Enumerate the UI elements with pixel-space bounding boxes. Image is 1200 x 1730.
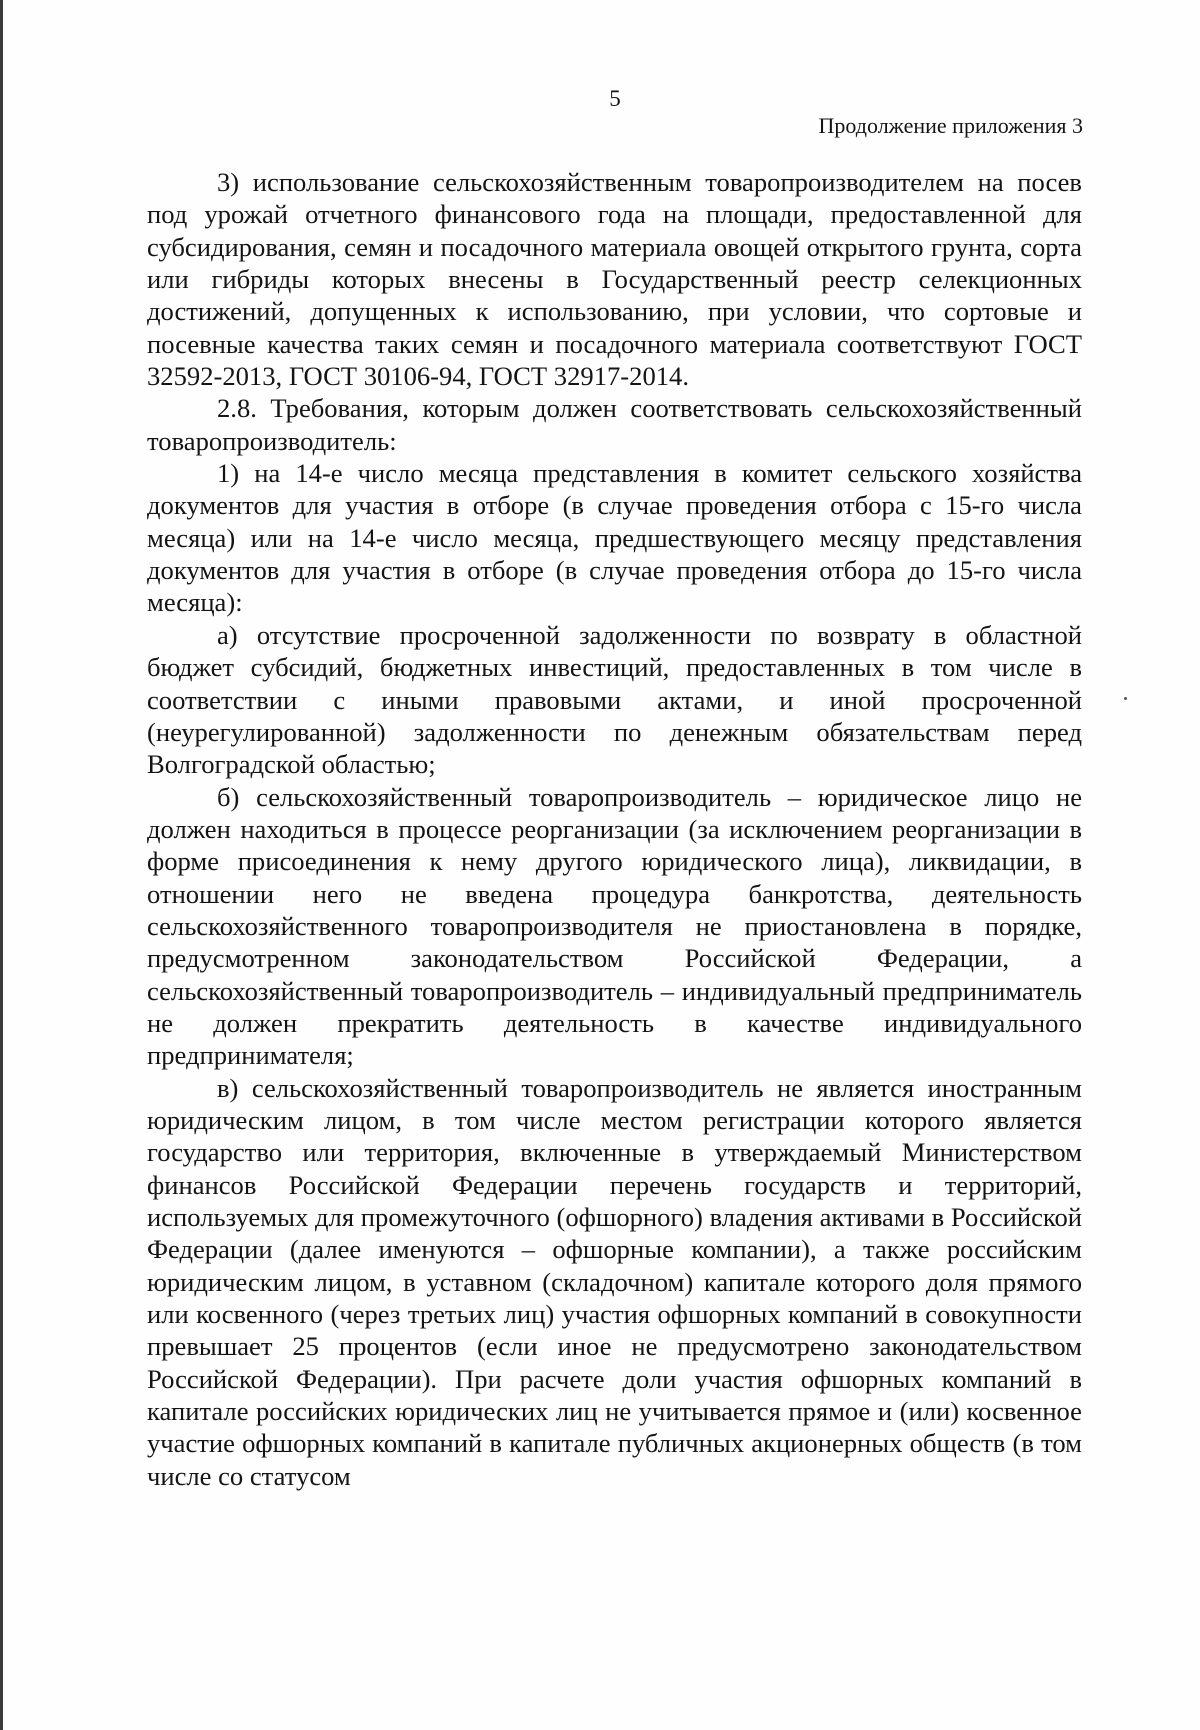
paragraph-subitem-b-reorganization: б) сельскохозяйственный товаропроизводитель – юридическое лицо не должен находиться в процессе реорганизации (за исключением реорганизации в форме присоединения к нему другого юридического лица), ликвидации, в отношении него не введена процедура банкротства, деятельность сельскохозяйственного товаропроизводителя не приостановлена в порядке, предусмотренном законодательством Российской Федерации, а сельскохозяйственный товаропроизводитель – индивидуальный предприниматель не должен прекратить деятельность в качестве индивидуального предпринимателя;	[147, 781, 1082, 1071]
paragraph-subitem-v-offshore: в) сельскохозяйственный товаропроизводитель не является иностранным юридическим лицом, в том числе местом регистрации которого является государство или территория, включенные в утверждаемый Министерством финансов Российской Федерации перечень государств и территорий, используемых для промежуточного (офшорного) владения активами в Российской Федерации (далее именуются – офшорные компании), а также российским юридическим лицом, в уставном (складочном) капитале которого доля прямого или косвенного (через третьих лиц) участия офшорных компаний в совокупности превышает 25 процентов (если иное не предусмотрено законодательством Российской Федерации). При расчете доли участия офшорных компаний в капитале российских юридических лиц не учитывается прямое и (или) косвенное участие офшорных компаний в капитале публичных акционерных обществ (в том числе со статусом	[147, 1072, 1082, 1491]
document-body	[147, 166, 1082, 1492]
paragraph-item-3-seeds: 3) использование сельскохозяйственным товаропроизводителем на посев под урожай отчетного финансового года на площади, предоставленной для субсидирования, семян и посадочного материала овощей открытого грунта, сорта или гибриды которых внесены в Государственный реестр селекционных достижений, допущенных к использованию, при условии, что сортовые и посевные качества таких семян и посадочного материала соответствуют ГОСТ 32592-2013, ГОСТ 30106-94, ГОСТ 32917-2014.	[147, 167, 1082, 392]
page-number: 5	[609, 86, 621, 111]
paragraph-item-1-dates: 1) на 14-е число месяца представления в комитет сельского хозяйства документов для участия в отборе (в случае проведения отбора с 15-го числа месяца) или на 14-е число месяца, предшествующего месяцу представления документов для участия в отборе (в случае проведения отбора до 15-го числа месяца):	[147, 458, 1082, 618]
appendix-continuation-note: Продолжение приложения 3	[818, 113, 1083, 138]
scan-speck	[1124, 697, 1127, 700]
scan-page-edge	[0, 0, 3, 1730]
paragraph-2-8-requirements: 2.8. Требования, которым должен соответствовать сельскохозяйственный товаропроизводитель:	[147, 393, 1082, 456]
paragraph-subitem-a-debt: а) отсутствие просроченной задолженности по возврату в областной бюджет субсидий, бюджетных инвестиций, предоставленных в том числе в соответствии с иными правовыми актами, и иной просроченной (неурегулированной) задолженности по денежным обязательствам перед Волгоградской областью;	[147, 619, 1082, 780]
